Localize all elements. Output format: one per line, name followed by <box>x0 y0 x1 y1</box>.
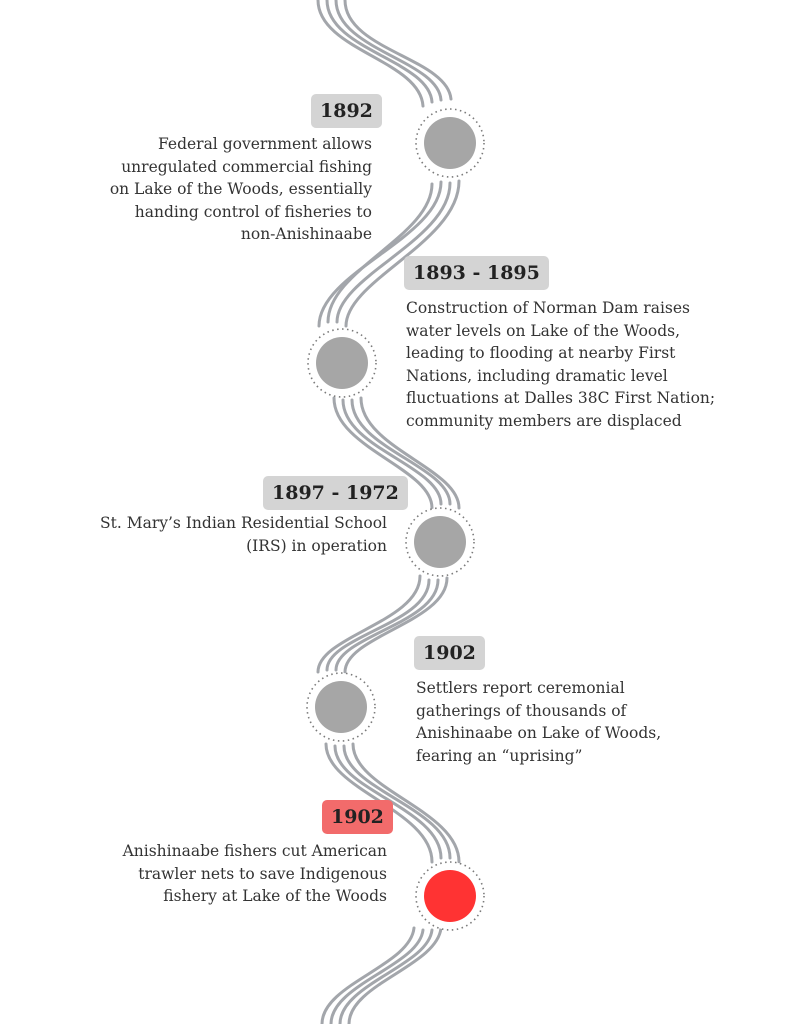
description-line: fishery at Lake of the Woods <box>163 887 387 905</box>
description-line: unregulated commercial fishing <box>121 157 372 176</box>
description-line: on Lake of the Woods, essentially <box>109 180 372 198</box>
description-line: non-Anishinaabe <box>240 225 372 243</box>
description-line: Construction of Norman Dam raises <box>406 299 690 317</box>
timeline-node-1 <box>416 109 484 177</box>
description-line: trawler nets to save Indigenous <box>138 864 387 883</box>
description-line: fluctuations at Dalles 38C First Nation; <box>406 389 716 407</box>
timeline-node-5-highlight <box>416 862 484 930</box>
event-description <box>110 133 372 246</box>
event-year-badge: 1892 <box>311 94 382 128</box>
event-description <box>123 840 387 908</box>
description-line: fearing an “uprising” <box>416 746 583 765</box>
event-description <box>416 677 661 767</box>
description-line: Federal government allows <box>157 135 372 153</box>
description-line: Anishinaabe on Lake of Woods, <box>416 724 662 742</box>
description-line: Settlers report ceremonial <box>416 679 625 697</box>
wave-segment-1 <box>318 0 451 106</box>
timeline-node-3 <box>406 508 474 576</box>
event-year-badge-highlight: 1902 <box>322 800 393 834</box>
wave-segment-6 <box>322 928 441 1024</box>
event-year-badge: 1893 - 1895 <box>404 256 549 290</box>
description-line: leading to flooding at nearby First <box>406 344 676 362</box>
description-line: (IRS) in operation <box>246 536 387 555</box>
description-line: St. Mary’s Indian Residential School <box>100 514 387 532</box>
description-line: Anishinaabe fishers cut American <box>122 842 387 860</box>
timeline-node-2 <box>308 329 376 397</box>
event-year-badge: 1902 <box>414 636 485 670</box>
description-line: gatherings of thousands of <box>416 701 627 720</box>
event-year-badge: 1897 - 1972 <box>263 476 408 510</box>
event-description <box>406 297 715 432</box>
description-line: handing control of fisheries to <box>134 202 372 221</box>
description-line: Nations, including dramatic level <box>406 366 668 385</box>
event-description <box>100 512 387 557</box>
description-line: community members are displaced <box>406 411 682 430</box>
timeline-node-4 <box>307 673 375 741</box>
description-line: water levels on Lake of the Woods, <box>406 321 681 340</box>
